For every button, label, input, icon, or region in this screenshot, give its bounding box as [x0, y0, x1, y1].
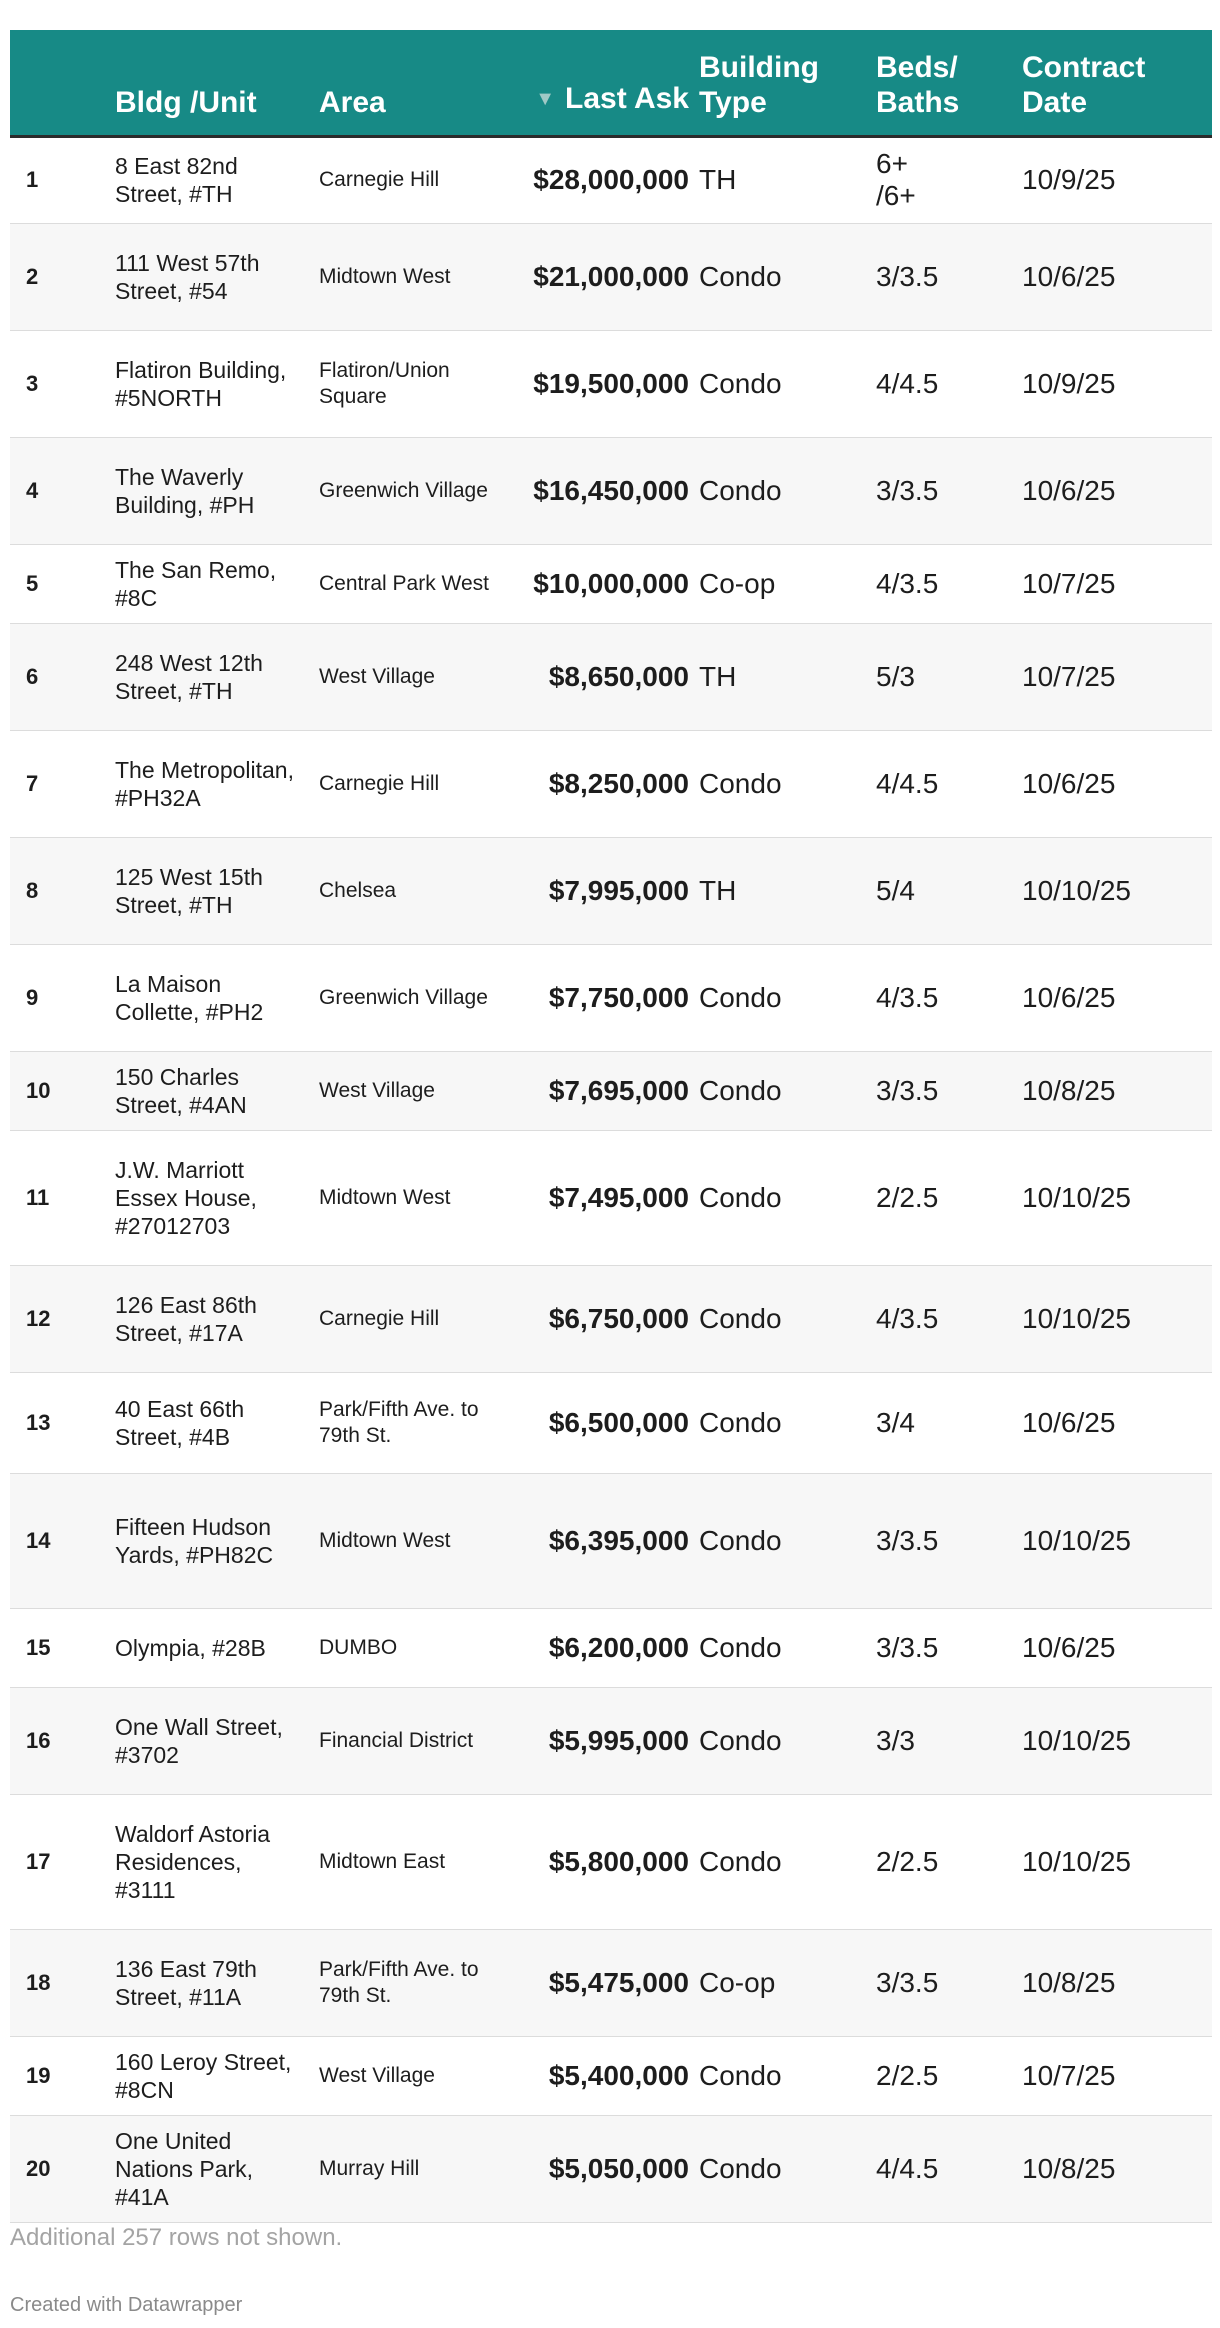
row-building-type: Condo — [699, 1845, 782, 1877]
row-bldg-unit: 150 Charles Street, #4AN — [115, 1063, 247, 1118]
row-rank: 3 — [26, 370, 39, 396]
row-beds-baths: 5/4 — [876, 874, 915, 906]
row-beds-baths: 3/4 — [876, 1406, 915, 1438]
row-bldg-unit: The Waverly Building, #PH — [115, 463, 255, 518]
header-beds-baths[interactable]: Beds/ Baths — [876, 30, 1022, 136]
row-building-type: TH — [699, 164, 737, 195]
table-row — [10, 730, 1212, 837]
header-contract-date[interactable]: Contract Date — [1022, 30, 1212, 136]
row-beds-baths: 4/4.5 — [876, 367, 939, 399]
row-beds-baths: 5/3 — [876, 660, 915, 692]
row-building-type: Condo — [699, 2152, 782, 2184]
table-row — [10, 1794, 1212, 1929]
table-row — [10, 623, 1212, 730]
row-beds-baths: 4/4.5 — [876, 767, 939, 799]
row-bldg-unit: Olympia, #28B — [115, 1634, 266, 1661]
row-building-type: Condo — [699, 367, 782, 399]
row-beds-baths: 4/4.5 — [876, 2152, 939, 2184]
table-row — [10, 1372, 1212, 1473]
row-area: Chelsea — [319, 878, 397, 902]
row-rank: 8 — [26, 877, 39, 903]
row-bldg-unit: Flatiron Building, #5NORTH — [115, 356, 287, 411]
row-contract-date: 10/6/25 — [1022, 1406, 1116, 1438]
row-area: Greenwich Village — [319, 478, 488, 502]
row-bldg-unit: Waldorf Astoria Residences, #3111 — [115, 1820, 271, 1903]
row-rank: 5 — [26, 570, 39, 596]
row-beds-baths: 3/3.5 — [876, 1631, 939, 1663]
row-bldg-unit: 126 East 86th Street, #17A — [115, 1291, 257, 1346]
table-notes: Additional 257 rows not shown. — [10, 2224, 343, 2251]
row-bldg-unit: One Wall Street, #3702 — [115, 1713, 283, 1768]
row-beds-baths: 4/3.5 — [876, 1302, 939, 1334]
row-contract-date: 10/6/25 — [1022, 1631, 1116, 1663]
row-bldg-unit: 111 West 57th Street, #54 — [115, 249, 260, 304]
row-last-ask: $6,395,000 — [548, 1524, 689, 1556]
row-bldg-unit: La Maison Collette, #PH2 — [115, 970, 264, 1025]
row-area: Carnegie Hill — [319, 168, 440, 191]
row-rank: 11 — [26, 1184, 50, 1210]
table-row — [10, 136, 1212, 223]
row-building-type: Condo — [699, 474, 782, 506]
row-area: West Village — [319, 2063, 435, 2087]
row-beds-baths: 2/2.5 — [876, 2059, 939, 2091]
table-row — [10, 330, 1212, 437]
row-last-ask: $7,750,000 — [548, 981, 689, 1013]
table-body — [10, 136, 1212, 2222]
header-bldg-unit[interactable]: Bldg /Unit — [115, 30, 319, 136]
row-contract-date: 10/10/25 — [1022, 1302, 1131, 1334]
table-row — [10, 837, 1212, 944]
row-building-type: Co-op — [699, 1966, 776, 1998]
row-rank: 12 — [26, 1305, 51, 1331]
row-area: West Village — [319, 1078, 435, 1102]
table-row — [10, 1473, 1212, 1608]
header-building-type[interactable]: Building Type — [699, 30, 876, 136]
row-contract-date: 10/7/25 — [1022, 660, 1116, 692]
row-bldg-unit: J.W. Marriott Essex House, #27012703 — [115, 1156, 257, 1239]
row-contract-date: 10/6/25 — [1022, 474, 1116, 506]
row-building-type: Condo — [699, 1406, 782, 1438]
table-row — [10, 1687, 1212, 1794]
row-rank: 18 — [26, 1969, 51, 1995]
row-contract-date: 10/10/25 — [1022, 874, 1131, 906]
row-building-type: Condo — [699, 981, 782, 1013]
row-contract-date: 10/10/25 — [1022, 1724, 1131, 1756]
row-last-ask: $7,495,000 — [548, 1181, 689, 1213]
row-building-type: Condo — [699, 767, 782, 799]
row-area: Midtown West — [319, 1528, 451, 1552]
row-contract-date: 10/8/25 — [1022, 2152, 1116, 2184]
row-beds-baths: 2/2.5 — [876, 1845, 939, 1877]
row-rank: 1 — [26, 167, 39, 192]
row-contract-date: 10/9/25 — [1022, 367, 1116, 399]
row-beds-baths: 3/3.5 — [876, 1966, 939, 1998]
row-building-type: Co-op — [699, 567, 776, 599]
row-rank: 2 — [26, 263, 39, 289]
row-rank: 20 — [26, 2155, 51, 2181]
row-area: Midtown West — [319, 264, 451, 288]
row-last-ask: $6,500,000 — [548, 1406, 689, 1438]
row-bldg-unit: 160 Leroy Street, #8CN — [115, 2048, 292, 2103]
row-area: Carnegie Hill — [319, 1306, 440, 1330]
table-row — [10, 2115, 1212, 2222]
row-building-type: Condo — [699, 1302, 782, 1334]
row-last-ask: $5,800,000 — [548, 1845, 689, 1877]
row-area: Park/Fifth Ave. to 79th St. — [319, 1957, 479, 2007]
row-area: Midtown East — [319, 1849, 446, 1873]
row-last-ask: $10,000,000 — [533, 567, 689, 599]
table-row — [10, 544, 1212, 623]
row-last-ask: $8,250,000 — [548, 767, 689, 799]
row-last-ask: $5,475,000 — [548, 1966, 689, 1998]
row-area: West Village — [319, 664, 435, 688]
row-contract-date: 10/9/25 — [1022, 164, 1116, 195]
row-last-ask: $6,200,000 — [548, 1631, 689, 1663]
row-contract-date: 10/8/25 — [1022, 1966, 1116, 1998]
table-row — [10, 1265, 1212, 1372]
row-beds-baths: 3/3.5 — [876, 1524, 939, 1556]
row-bldg-unit: 8 East 82nd Street, #TH — [115, 153, 238, 207]
row-area: Greenwich Village — [319, 985, 488, 1009]
row-building-type: Condo — [699, 1181, 782, 1213]
header-last-ask[interactable] — [519, 30, 699, 136]
row-rank: 9 — [26, 984, 39, 1010]
row-last-ask: $5,050,000 — [548, 2152, 689, 2184]
row-contract-date: 10/7/25 — [1022, 567, 1116, 599]
table-row — [10, 223, 1212, 330]
row-building-type: Condo — [699, 1524, 782, 1556]
row-rank: 19 — [26, 2062, 51, 2088]
row-beds-baths: 4/3.5 — [876, 981, 939, 1013]
table-row — [10, 944, 1212, 1051]
row-area: Financial District — [319, 1728, 474, 1752]
row-last-ask: $7,695,000 — [548, 1074, 689, 1106]
row-rank: 14 — [26, 1527, 51, 1553]
row-rank: 16 — [26, 1727, 51, 1753]
row-bldg-unit: 40 East 66th Street, #4B — [115, 1395, 245, 1450]
row-last-ask: $8,650,000 — [548, 660, 689, 692]
row-beds-baths: 3/3 — [876, 1724, 915, 1756]
row-last-ask: $6,750,000 — [548, 1302, 689, 1334]
row-rank: 13 — [26, 1409, 51, 1435]
row-building-type: Condo — [699, 1631, 782, 1663]
row-last-ask: $16,450,000 — [533, 474, 689, 506]
row-rank: 6 — [26, 663, 39, 689]
row-bldg-unit: 136 East 79th Street, #11A — [115, 1955, 257, 2010]
row-contract-date: 10/7/25 — [1022, 2059, 1116, 2091]
row-building-type: Condo — [699, 260, 782, 292]
table-row — [10, 1051, 1212, 1130]
sort-descending-icon: ▼ — [535, 87, 556, 110]
row-contract-date: 10/10/25 — [1022, 1524, 1131, 1556]
row-rank: 7 — [26, 770, 39, 796]
row-contract-date: 10/6/25 — [1022, 981, 1116, 1013]
table-header-row — [10, 30, 1212, 136]
row-beds-baths: 2/2.5 — [876, 1181, 939, 1213]
table-row — [10, 1608, 1212, 1687]
row-bldg-unit: Fifteen Hudson Yards, #PH82C — [115, 1513, 274, 1568]
row-beds-baths: 3/3.5 — [876, 474, 939, 506]
row-area: Murray Hill — [319, 2156, 420, 2180]
table-row — [10, 437, 1212, 544]
row-building-type: TH — [699, 874, 737, 906]
row-bldg-unit: 125 West 15th Street, #TH — [115, 863, 263, 918]
row-last-ask: $7,995,000 — [548, 874, 689, 906]
row-contract-date: 10/8/25 — [1022, 1074, 1116, 1106]
row-rank: 15 — [26, 1634, 51, 1660]
datawrapper-credit[interactable]: Created with Datawrapper — [10, 2294, 243, 2316]
row-building-type: Condo — [699, 2059, 782, 2091]
row-last-ask: $28,000,000 — [533, 164, 689, 195]
row-contract-date: 10/10/25 — [1022, 1845, 1131, 1877]
row-area: Park/Fifth Ave. to 79th St. — [319, 1397, 479, 1447]
row-bldg-unit: The Metropolitan, #PH32A — [115, 756, 294, 811]
row-bldg-unit: One United Nations Park, #41A — [115, 2127, 254, 2210]
table-row — [10, 2036, 1212, 2115]
row-rank: 4 — [26, 477, 39, 503]
header-rank — [10, 30, 115, 136]
row-area: Midtown West — [319, 1185, 451, 1209]
row-last-ask: $19,500,000 — [533, 367, 689, 399]
row-bldg-unit: The San Remo, #8C — [115, 556, 277, 611]
row-contract-date: 10/6/25 — [1022, 767, 1116, 799]
row-building-type: Condo — [699, 1074, 782, 1106]
table-row — [10, 1130, 1212, 1265]
row-contract-date: 10/10/25 — [1022, 1181, 1131, 1213]
row-area: DUMBO — [319, 1635, 398, 1659]
row-building-type: Condo — [699, 1724, 782, 1756]
row-bldg-unit: 248 West 12th Street, #TH — [115, 649, 263, 704]
header-area[interactable]: Area — [319, 30, 519, 136]
row-last-ask: $21,000,000 — [533, 260, 689, 292]
row-building-type: TH — [699, 660, 737, 692]
row-area: Carnegie Hill — [319, 771, 440, 795]
table-row — [10, 1929, 1212, 2036]
row-beds-baths: 3/3.5 — [876, 1074, 939, 1106]
row-rank: 17 — [26, 1848, 51, 1874]
row-area: Central Park West — [319, 571, 489, 595]
row-beds-baths: 6+ /6+ — [876, 148, 916, 211]
row-contract-date: 10/6/25 — [1022, 260, 1116, 292]
row-last-ask: $5,400,000 — [548, 2059, 689, 2091]
row-area: Flatiron/Union Square — [319, 358, 450, 408]
row-rank: 10 — [26, 1077, 51, 1103]
header-last-ask-label: Last Ask — [565, 81, 689, 115]
row-last-ask: $5,995,000 — [548, 1724, 689, 1756]
listings-table — [10, 30, 1212, 2223]
row-beds-baths: 3/3.5 — [876, 260, 939, 292]
row-beds-baths: 4/3.5 — [876, 567, 939, 599]
